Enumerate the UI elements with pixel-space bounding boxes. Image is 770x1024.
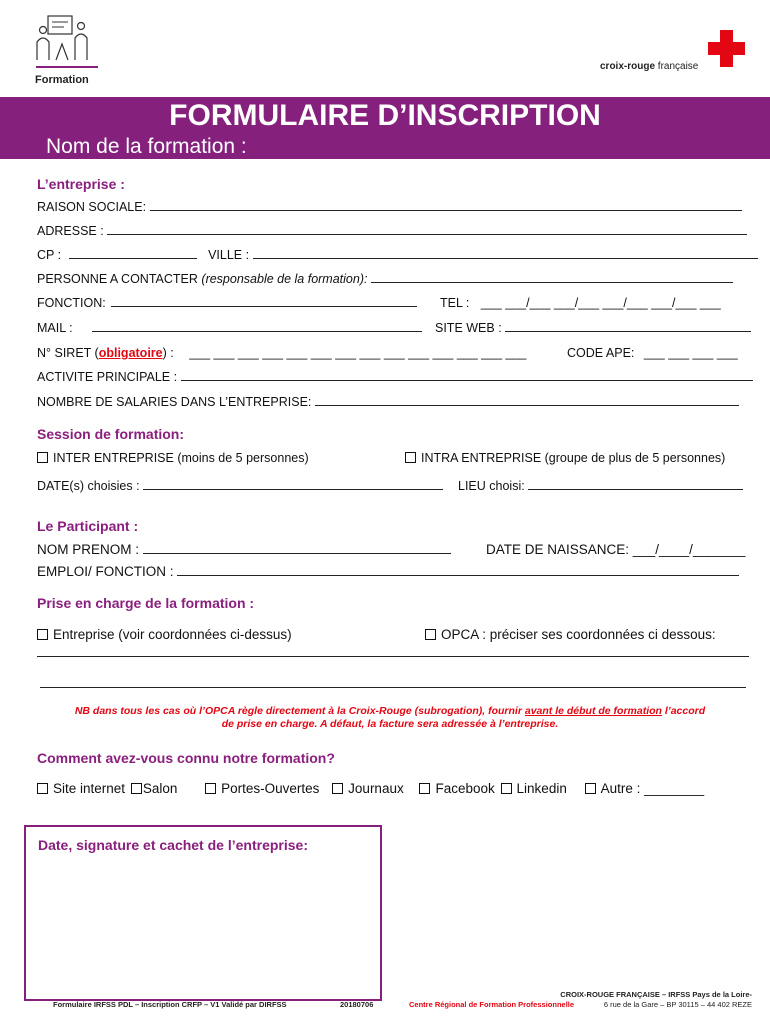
nom-prenom-row (37, 542, 451, 557)
facebook-label: Facebook (435, 781, 495, 796)
brand-name-suffix: française (657, 61, 699, 72)
cp-label: CP : (37, 248, 62, 262)
footer-org: CROIX-ROUGE FRANÇAISE – IRFSS Pays de la Loire- (560, 990, 752, 999)
entreprise-option-label: Entreprise (voir coordonnées ci-dessus) (53, 627, 292, 642)
ville-label: VILLE : (208, 248, 250, 262)
opca-checkbox[interactable] (425, 629, 436, 640)
activite-label: ACTIVITE PRINCIPALE : (37, 370, 178, 384)
raison-sociale-row (37, 200, 742, 214)
site-internet-label: Site internet (53, 781, 126, 796)
salon-checkbox[interactable] (131, 783, 142, 794)
linkedin-label: Linkedin (516, 781, 567, 796)
journaux-checkbox[interactable] (332, 783, 343, 794)
nb-text-underline: avant le début de formation (524, 705, 662, 717)
salaries-row (37, 395, 739, 409)
session-heading: Session de formation: (37, 426, 185, 442)
salaries-label: NOMBRE DE SALARIES DANS L’ENTREPRISE: (37, 395, 312, 409)
option-facebook[interactable] (419, 781, 494, 796)
nom-prenom-label: NOM PRENOM : (37, 542, 140, 557)
code-ape-field[interactable]: ___ ___ ___ ___ (643, 346, 738, 360)
connu-heading: Comment avez-vous connu notre formation? (37, 750, 335, 766)
mail-field[interactable] (92, 321, 422, 332)
training-name-label: Nom de la formation : (46, 135, 247, 158)
entreprise-option[interactable] (37, 627, 292, 642)
mail-row (37, 321, 422, 335)
personne-row (37, 272, 733, 286)
activite-field[interactable] (181, 370, 753, 381)
formation-pictogram-icon (34, 14, 94, 62)
footer-form-ref: Formulaire IRFSS PDL – Inscription CRFP – V1 Validé par DIRFSS (53, 1000, 287, 1009)
salon-label: Salon (142, 781, 178, 796)
linkedin-checkbox[interactable] (501, 783, 512, 794)
nom-prenom-field[interactable] (143, 543, 451, 554)
portes-ouvertes-label: Portes-Ouvertes (221, 781, 320, 796)
adresse-row (37, 224, 747, 238)
site-internet-checkbox[interactable] (37, 783, 48, 794)
signature-heading: Date, signature et cachet de l’entreprise: (38, 837, 308, 853)
raison-sociale-field[interactable] (150, 200, 742, 211)
dates-row (37, 479, 443, 493)
footer-address: 6 rue de la Gare – BP 30115 – 44 402 REZE (603, 1000, 752, 1009)
dates-field[interactable] (143, 479, 443, 490)
siret-label-end: ) : (162, 346, 174, 360)
opca-option[interactable] (425, 627, 716, 642)
emploi-field[interactable] (177, 565, 739, 576)
adresse-field[interactable] (107, 224, 747, 235)
option-journaux[interactable] (332, 781, 404, 796)
site-web-row (435, 321, 751, 335)
formation-logo (28, 14, 100, 90)
nb-text-3: de prise en charge. A défaut, la facture sera adressée à l’entreprise. (221, 718, 559, 730)
formation-label: Formation (35, 74, 89, 86)
lieu-row (458, 479, 743, 493)
inter-checkbox[interactable] (37, 452, 48, 463)
option-salon[interactable] (131, 781, 178, 796)
red-cross-icon (708, 30, 745, 67)
cp-field[interactable] (69, 248, 197, 259)
fonction-label: FONCTION: (37, 296, 106, 310)
siret-row (37, 346, 526, 360)
brand-name (600, 61, 698, 72)
participant-heading: Le Participant : (37, 518, 139, 534)
lieu-label: LIEU choisi: (458, 479, 525, 493)
portes-ouvertes-checkbox[interactable] (205, 783, 216, 794)
prise-en-charge-heading: Prise en charge de la formation : (37, 595, 255, 611)
siret-label: N° SIRET ( (37, 346, 99, 360)
inter-label: INTER ENTREPRISE (moins de 5 personnes) (53, 451, 309, 465)
site-web-label: SITE WEB : (435, 321, 502, 335)
intra-option[interactable] (405, 451, 725, 465)
opca-details-line-2[interactable] (40, 687, 746, 688)
salaries-field[interactable] (315, 395, 739, 406)
fonction-row (37, 296, 417, 310)
site-web-field[interactable] (505, 321, 751, 332)
option-linkedin[interactable] (501, 781, 567, 796)
tel-field[interactable]: ___ ___/___ ___/___ ___/___ ___/___ ___ (480, 296, 721, 310)
dates-label: DATE(s) choisies : (37, 479, 140, 493)
date-naissance-field[interactable]: DATE DE NAISSANCE: ___/____/_______ (486, 542, 746, 557)
journaux-label: Journaux (348, 781, 404, 796)
opca-details-line-1[interactable] (37, 656, 749, 657)
intra-label: INTRA ENTREPRISE (groupe de plus de 5 personnes) (421, 451, 726, 465)
inter-option[interactable] (37, 451, 309, 465)
signature-box[interactable] (24, 825, 382, 1001)
option-portes-ouvertes[interactable] (205, 781, 319, 796)
form-title: FORMULAIRE D’INSCRIPTION (169, 99, 601, 132)
connu-options (37, 781, 704, 796)
personne-note: (responsable de la formation): (201, 272, 368, 286)
activite-row (37, 370, 753, 384)
option-site-internet[interactable] (37, 781, 125, 796)
ville-field[interactable] (253, 248, 758, 259)
fonction-field[interactable] (111, 296, 417, 307)
opca-label: OPCA : préciser ses coordonnées ci dessous: (441, 627, 716, 642)
footer-date-code: 20180706 (340, 1000, 374, 1009)
emploi-label: EMPLOI/ FONCTION : (37, 564, 174, 579)
autre-checkbox[interactable] (585, 783, 596, 794)
tel-label: TEL : (440, 296, 470, 310)
adresse-label: ADRESSE : (37, 224, 104, 238)
personne-label: PERSONNE A CONTACTER (37, 272, 198, 286)
nb-text-1: NB dans tous les cas où l’OPCA règle directement à la Croix-Rouge (subrogation), fournir (74, 705, 525, 717)
siret-required: obligatoire (98, 346, 163, 360)
mail-label: MAIL : (37, 321, 73, 335)
entreprise-heading: L’entreprise : (37, 176, 125, 192)
raison-sociale-label: RAISON SOCIALE: (37, 200, 147, 214)
personne-field[interactable] (371, 272, 733, 283)
lieu-field[interactable] (528, 479, 743, 490)
facebook-checkbox[interactable] (419, 783, 430, 794)
intra-checkbox[interactable] (405, 452, 416, 463)
entreprise-checkbox[interactable] (37, 629, 48, 640)
code-ape-label: CODE APE: (567, 346, 635, 360)
code-ape-row (567, 346, 738, 360)
cp-ville-row (37, 248, 758, 262)
nb-text-2: l’accord (661, 705, 706, 717)
option-autre[interactable] (585, 781, 705, 796)
tel-row (440, 296, 721, 310)
footer-centre: Centre Régional de Formation Professionnelle (409, 1000, 575, 1009)
emploi-row (37, 564, 739, 579)
nb-notice (30, 705, 750, 731)
brand-name-main: croix-rouge (600, 61, 656, 72)
siret-field[interactable]: ___ ___ ___ ___ ___ ___ ___ ___ ___ ___ ___ ___ ___ ___ (189, 346, 527, 360)
autre-label[interactable]: Autre : ________ (600, 781, 705, 796)
